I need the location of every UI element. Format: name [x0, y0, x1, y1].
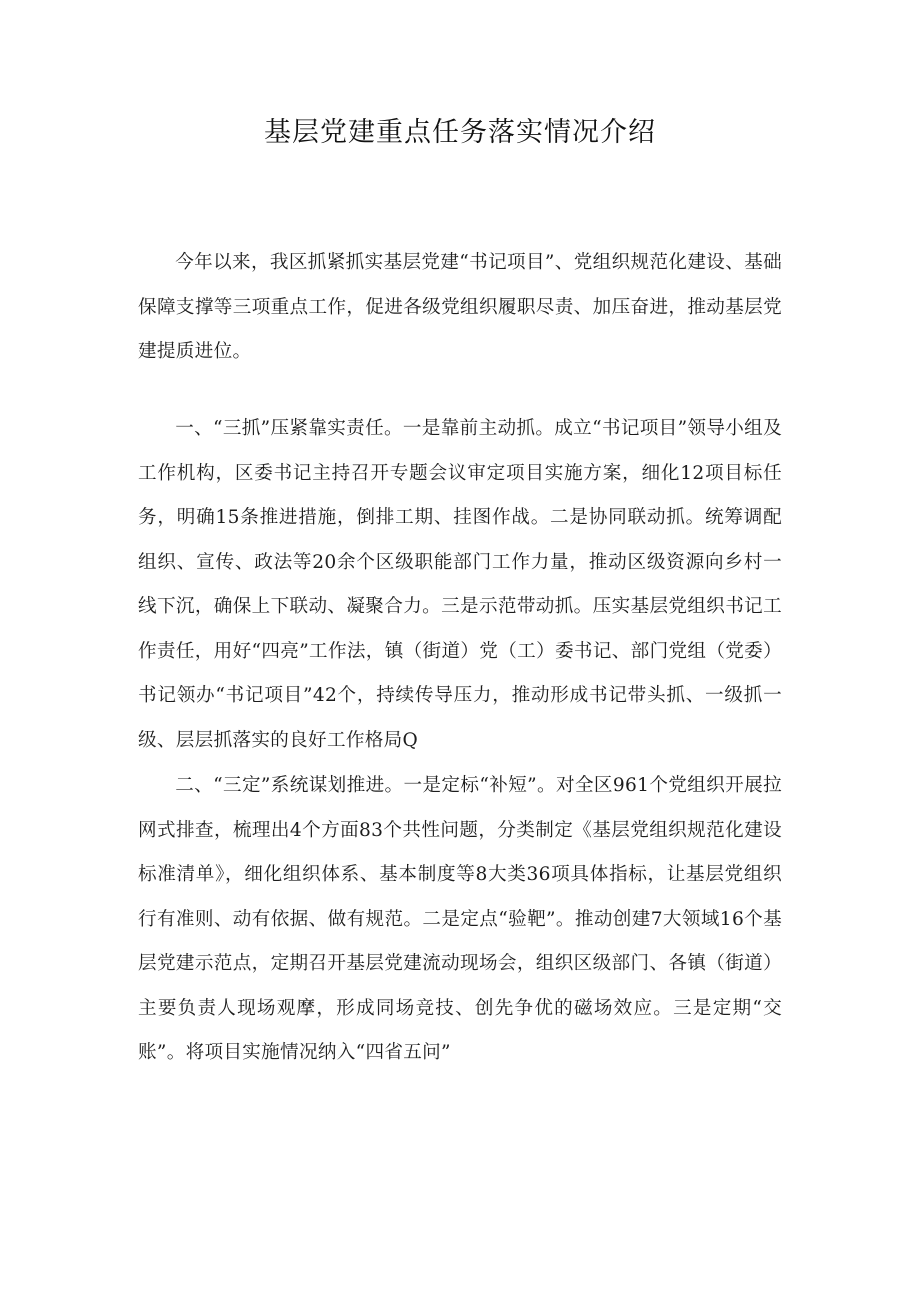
- document-title: 基层党建重点任务落实情况介绍: [264, 117, 656, 148]
- paragraph-intro: 今年以来，我区抓紧抓实基层党建“书记项目”、党组织规范化建设、基础保障支撑等三项重点工作，促进各级党组织履职尽责、加压奋进，推动基层党建提质进位。: [138, 252, 782, 362]
- paragraph-section-one: 一、“三抓”压紧靠实责任。一是靠前主动抓。成立“书记项目”领导小组及工作机构，区委书记主持召开专题会议审定项目实施方案，细化12项目标任务，明确15条推进措施，倒排工期、挂图作战。二是协同联动抓。统筹调配组织、宣传、政法等20余个区级职能部门工作力量，推动区级资源向乡村一线下沉，确保上下联动、凝聚合力。三是示范带动抓。压实基层党组织书记工作责任，用好“四亮”工作法，镇（街道）党（工）委书记、部门党组（党委）书记领办“书记项目”42个，持续传导压力，推动形成书记带头抓、一级抓一级、层层抓落实的良好工作格局Q: [138, 418, 782, 751]
- paragraph-section-two: 二、“三定”系统谋划推进。一是定标“补短”。对全区961个党组织开展拉网式排查，梳理出4个方面83个共性问题，分类制定《基层党组织规范化建设标准清单》，细化组织体系、基本制度等8大类36项具体指标，让基层党组织行有准则、动有依据、做有规范。二是定点“验靶”。推动创建7大领域16个基层党建示范点，定期召开基层党建流动现场会，组织区级部门、各镇（街道）主要负责人现场观摩，形成同场竞技、创先争优的磁场效应。三是定期“交账”。将项目实施情况纳入“四省五问”: [138, 775, 782, 1063]
